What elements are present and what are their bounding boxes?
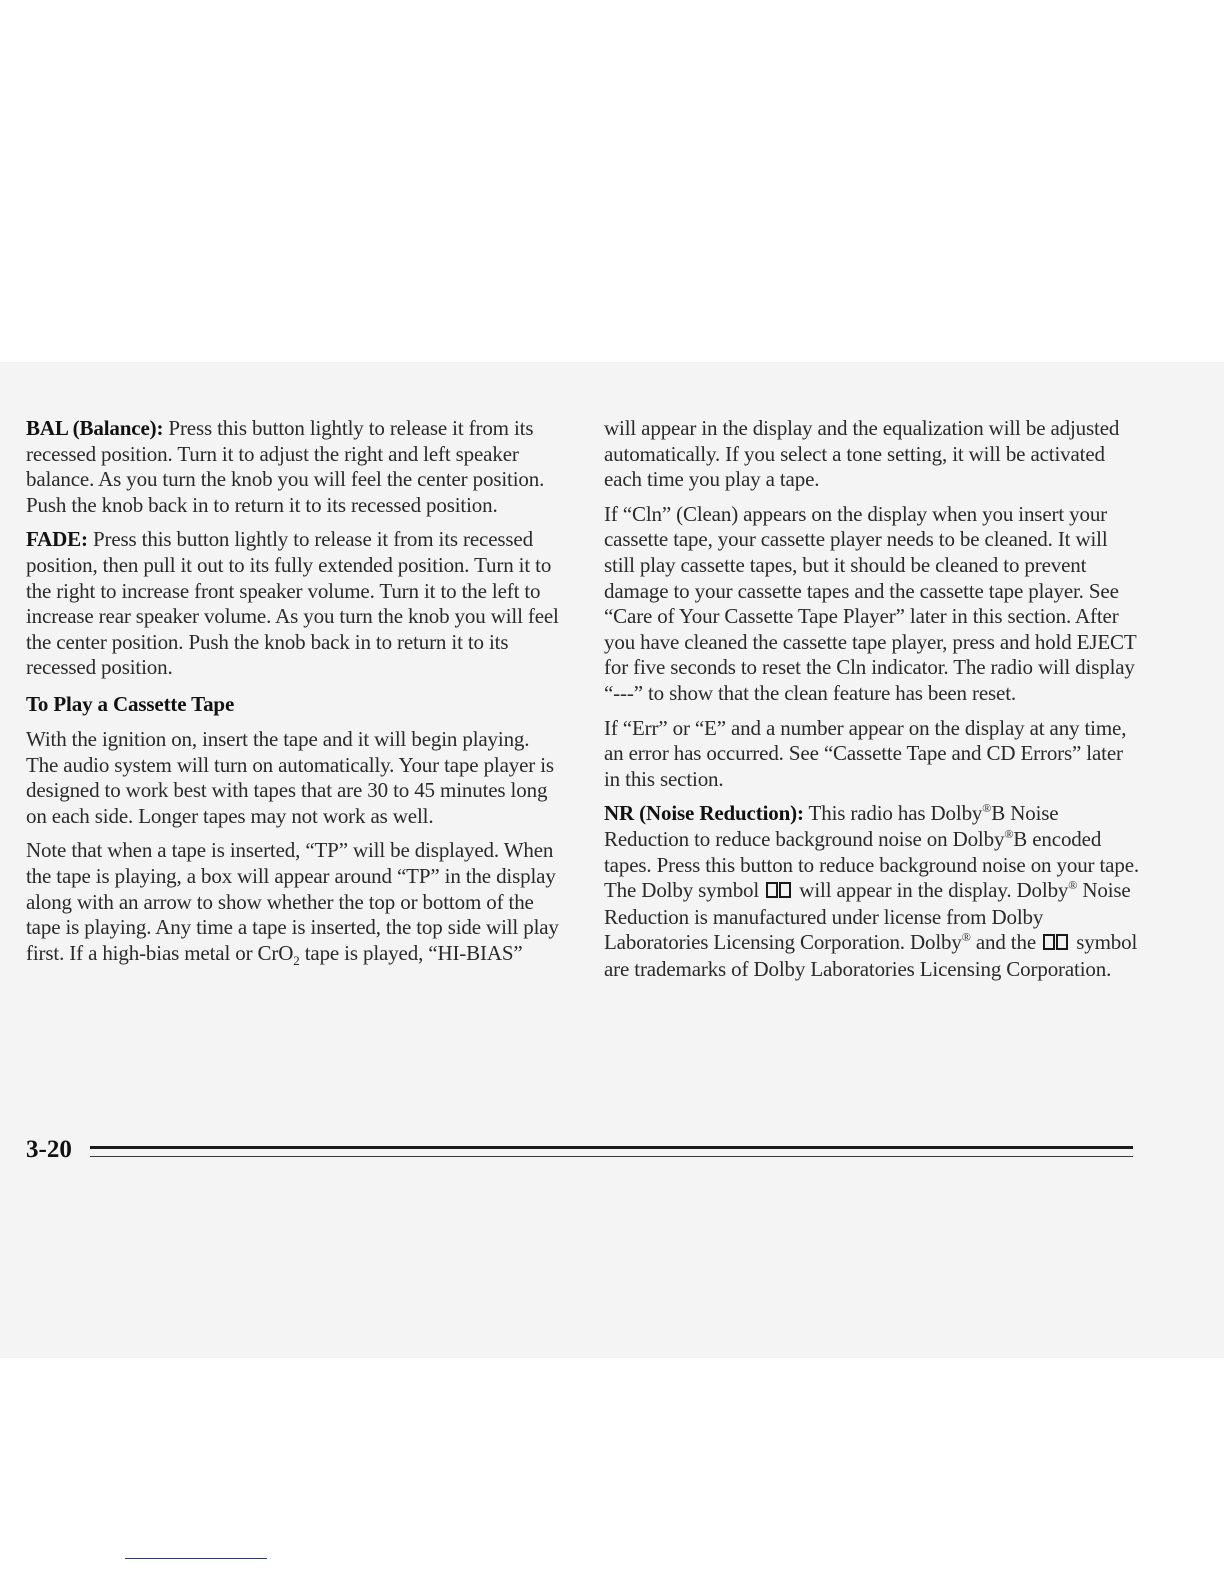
nr-text-1: This radio has Dolby	[803, 801, 983, 826]
bal-term: BAL (Balance):	[26, 416, 164, 440]
tp-subscript: 2	[293, 952, 300, 968]
left-column	[26, 416, 561, 975]
registered-mark: ®	[961, 930, 971, 945]
registered-mark: ®	[1068, 878, 1078, 893]
bal-text: Press this button lightly to release it from its recessed position. Turn it to adjust the right and left speaker balance. As you turn the knob you will feel the center position. Push the knob back in to return it to its recessed position.	[26, 416, 545, 517]
scan-artifact-line	[125, 1558, 267, 1559]
nr-text-6: and the	[970, 930, 1042, 955]
error-paragraph: If “Err” or “E” and a number appear on the display at any time, an error has occurred. See “Cassette Tape and CD Errors” later in this section.	[604, 715, 1127, 791]
dolby-symbol-icon	[1043, 931, 1069, 957]
tp-text-a: Note that when a tape is inserted, “TP” will be displayed. When the tape is playing, a box will appear around “TP” in the display along with an arrow to show whether the top or bottom of the tape is playing. Any time a tape is inserted, the top side will play first. If a high-bias metal or CrO	[26, 838, 559, 965]
footer-rule-thick	[90, 1146, 1133, 1149]
nr-text-3: B encoded tapes. Press this button to reduce background noise on your tape. The Dolby symbol	[604, 826, 1139, 903]
fade-paragraph	[26, 527, 561, 681]
nr-term: NR (Noise Reduction):	[604, 801, 804, 826]
right-column	[604, 416, 1139, 991]
fade-term: FADE:	[26, 527, 88, 552]
registered-mark: ®	[1004, 826, 1014, 841]
nr-text-2: B Noise Reduction to reduce background noise on Dolby	[604, 801, 1059, 851]
play-tape-paragraph: With the ignition on, insert the tape and it will begin playing. The audio system will turn on automatically. Your tape player is designed to work best with tapes that are 30 to 45 minutes long on each side. Longer tapes may not work as well.	[26, 726, 554, 828]
clean-paragraph: If “Cln” (Clean) appears on the display when you insert your cassette tape, your cassette player needs to be cleaned. It will still play cassette tapes, but it should be cleaned to prevent damage to your cassette tapes and the cassette tape player. See “Care of Your Cassette Tape Player” later in this section. After you have cleaned the cassette tape player, press and hold EJECT for five seconds to reset the Cln indicator. The radio will display “---” to show that the clean feature has been reset.	[604, 501, 1137, 705]
tp-text-b: tape is played, “HI-BIAS”	[299, 940, 523, 965]
bal-paragraph	[26, 416, 561, 518]
fade-text: Press this button lightly to release it from its recessed position, then pull it out to its fully extended position. Turn it to the right to increase front speaker volume. Turn it to the left to increase rear speaker volume. As you turn the knob you will feel the center position. Push the knob back in to return it to its recessed position.	[26, 527, 559, 680]
nr-text-5: Noise Reduction is manufactured under license from Dolby Laboratories Licensing Corporation. Dolby	[604, 878, 1131, 955]
dolby-symbol-icon	[766, 879, 792, 905]
page-number: 3-20	[26, 1136, 72, 1163]
tp-paragraph	[26, 838, 561, 966]
nr-text-4: will appear in the display. Dolby	[794, 878, 1069, 903]
equalization-paragraph: will appear in the display and the equalization will be adjusted automatically. If you select a tone setting, it will be activated each time you play a tape.	[604, 416, 1120, 492]
footer-rule-thin	[90, 1156, 1133, 1157]
nr-text-7: symbol are trademarks of Dolby Laboratories Licensing Corporation.	[604, 930, 1138, 981]
section-heading: To Play a Cassette Tape	[26, 691, 235, 716]
nr-paragraph	[604, 801, 1139, 982]
registered-mark: ®	[982, 801, 992, 816]
